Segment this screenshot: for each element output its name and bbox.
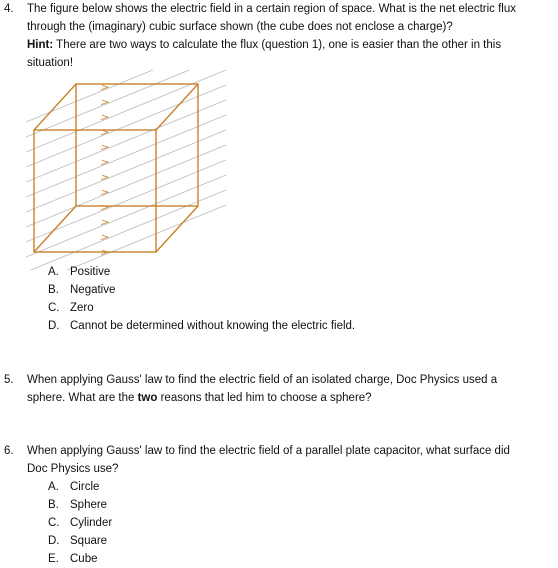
option-letter: C. [48, 517, 60, 529]
field-line [26, 175, 226, 257]
question-number: 5. [4, 374, 14, 386]
cube-back-face [76, 84, 198, 206]
question-line: When applying Gauss' law to find the electric field of a parallel plate capacitor, what surface did [27, 445, 510, 457]
hint-text: There are two ways to calculate the flux (question 1), one is easier than the other in this [53, 39, 502, 51]
option-text: Cube [70, 553, 98, 565]
question-line: When applying Gauss' law to find the electric field of an isolated charge, Doc Physics used a [27, 374, 498, 386]
cube-front-face [34, 130, 156, 252]
option-text: Sphere [70, 499, 108, 511]
field-line [26, 130, 226, 212]
option-text: Square [70, 535, 108, 547]
cube-edge [156, 84, 198, 130]
emphasis-two: two [137, 392, 158, 404]
question-line: through the (imaginary) cubic surface shown (the cube does not enclose a charge)? [27, 21, 453, 33]
question-line: Doc Physics use? [27, 463, 119, 475]
option-letter: C. [48, 302, 60, 314]
option-letter: D. [48, 320, 60, 332]
option-text: Positive [70, 266, 111, 278]
cube-edge [34, 84, 76, 130]
hint [27, 36, 554, 54]
question-line [27, 389, 554, 407]
hint-label: Hint: [27, 39, 54, 51]
field-line [26, 70, 226, 152]
question-text [27, 0, 554, 72]
option-letter: B. [48, 284, 59, 296]
option-text: Circle [70, 481, 100, 493]
cube-electric-field-figure [26, 70, 226, 270]
question-line: situation! [27, 57, 74, 69]
cube-edge [156, 206, 198, 252]
question-line: The figure below shows the electric field in a certain region of space. What is the net electric flux [27, 3, 516, 15]
question-number: 4. [4, 3, 14, 15]
option-text: Cannot be determined without knowing the electric field. [70, 320, 356, 332]
question-text [27, 442, 554, 478]
field-line [26, 85, 226, 167]
question-text [27, 371, 554, 407]
option-letter: A. [48, 266, 59, 278]
field-line [26, 100, 226, 182]
option-letter: E. [48, 553, 59, 565]
option-letter: A. [48, 481, 59, 493]
option-text: Negative [70, 284, 116, 296]
field-line [26, 115, 226, 197]
option-letter: B. [48, 499, 59, 511]
option-text: Cylinder [70, 517, 113, 529]
option-text: Zero [70, 302, 94, 314]
field-line [26, 160, 226, 242]
question-text-part: reasons that led him to choose a sphere? [157, 392, 372, 404]
question-number: 6. [4, 445, 14, 457]
question-text-part: sphere. What are the [27, 392, 138, 404]
option-letter: D. [48, 535, 60, 547]
field-lines [26, 70, 226, 270]
field-line [26, 145, 226, 227]
